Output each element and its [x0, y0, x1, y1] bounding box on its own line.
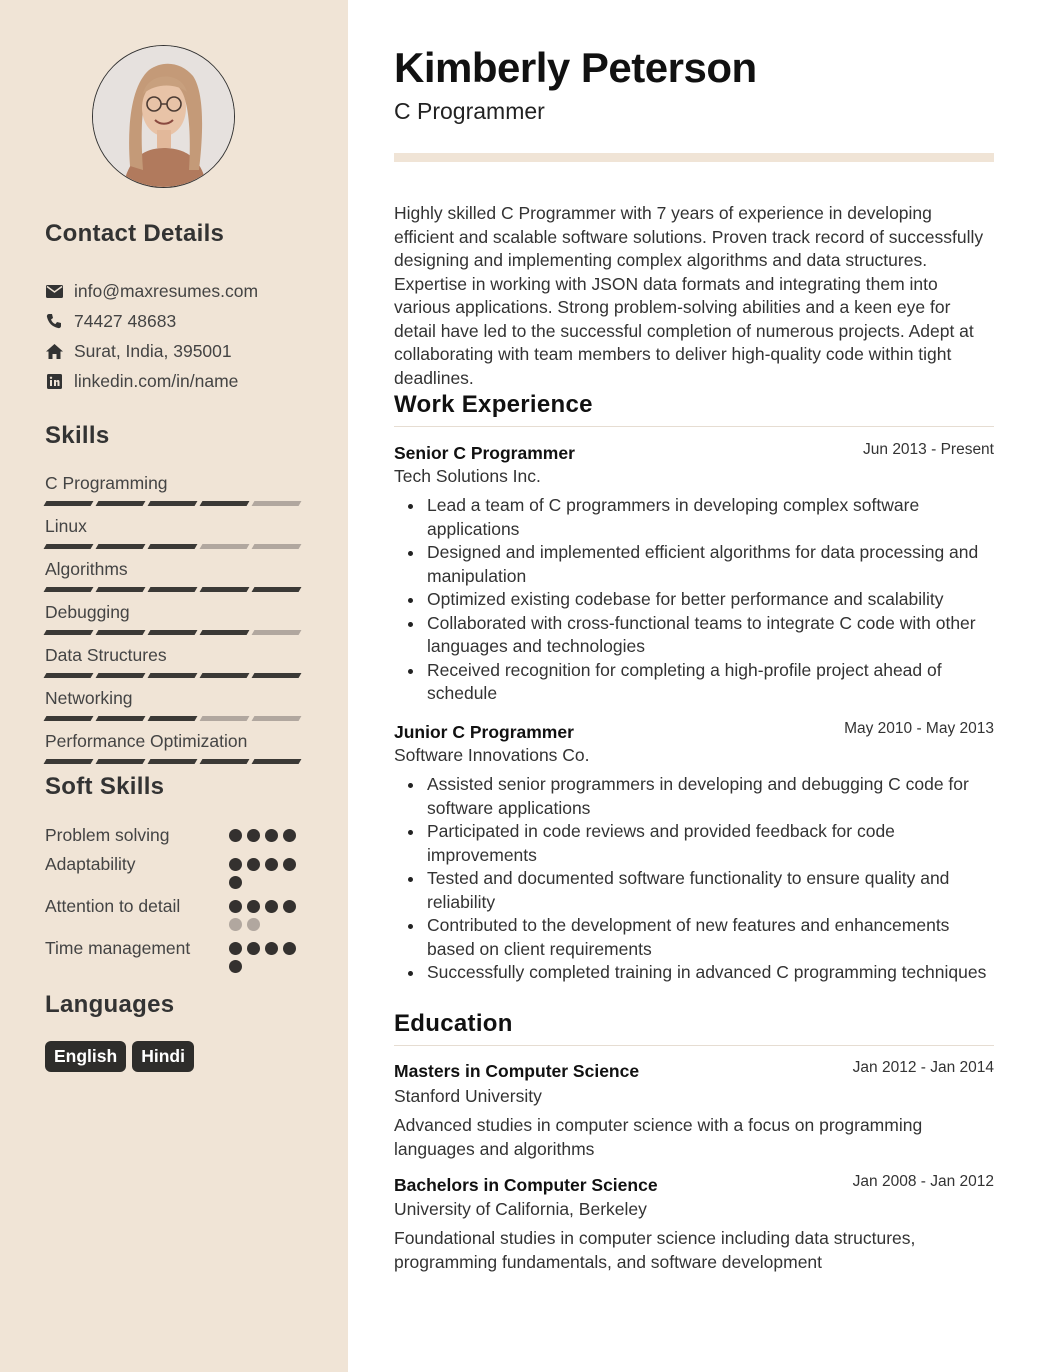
skill-level-segment [252, 501, 302, 506]
job-title: Junior C Programmer [394, 722, 574, 742]
job-bullet: Collaborated with cross-functional teams to integrate C code with other languages and technologies [394, 612, 994, 659]
skill-name: Algorithms [45, 559, 128, 579]
skill-item [45, 687, 305, 730]
job-bullet: Participated in code reviews and provided feedback for code improvements [394, 820, 994, 867]
skill-level-segment [96, 544, 146, 549]
job-bullet: Received recognition for completing a high-profile project ahead of schedule [394, 659, 994, 706]
skill-level-segment [148, 673, 198, 678]
job-bullet: Optimized existing codebase for better performance and scalability [394, 588, 994, 612]
rating-dot [283, 942, 296, 955]
skill-level-segment [148, 716, 198, 721]
phone-icon [45, 312, 63, 330]
skill-level-segment [252, 673, 302, 678]
degree-title: Masters in Computer Science [394, 1061, 640, 1081]
rating-dot [247, 858, 260, 871]
linkedin-icon [45, 372, 63, 390]
header-divider [394, 153, 994, 162]
contact-linkedin[interactable] [45, 366, 335, 396]
job-title: Senior C Programmer [394, 443, 575, 463]
skill-name: Debugging [45, 602, 130, 622]
skill-level-segment [148, 587, 198, 592]
rating-dot [229, 829, 242, 842]
skill-level-segment [148, 544, 198, 549]
skill-level-segment [44, 630, 94, 635]
skill-level-segment [252, 759, 302, 764]
profile-summary: Highly skilled C Programmer with 7 years of experience in developing efficient and scalable software solutions. Proven track record of successfully designing and implementing complex algorithms and data structures. Expertise in working with JSON data formats and integrating them into various applications. Strong problem-solving abilities and a keen eye for detail have led to the successful completion of numerous projects. Adept at collaborating with team members to deliver high-quality code within tight deadlines. [394, 203, 984, 388]
skill-level-segment [148, 759, 198, 764]
skill-level-segment [96, 759, 146, 764]
soft-skill-dots [229, 829, 305, 847]
degree-description: Foundational studies in computer science including data structures, programming fundamentals, and software development [394, 1228, 916, 1272]
soft-skill-dots [229, 858, 305, 889]
rating-dot [283, 829, 296, 842]
education-heading: Education [394, 1010, 513, 1037]
rating-dot [247, 942, 260, 955]
skill-level-segment [96, 587, 146, 592]
skill-level-bar [45, 544, 300, 549]
work-experience-heading: Work Experience [394, 391, 593, 418]
rating-dot [283, 858, 296, 871]
skill-level-segment [44, 587, 94, 592]
soft-skill-dots [229, 900, 305, 931]
contact-phone-text: 74427 48683 [74, 310, 177, 331]
home-icon [45, 342, 63, 360]
skill-item [45, 730, 305, 773]
job-dates: Jun 2013 - Present [863, 441, 994, 458]
languages-heading: Languages [45, 991, 175, 1018]
school-name: Stanford University [394, 1086, 542, 1106]
contact-linkedin-text: linkedin.com/in/name [74, 370, 239, 391]
job-dates: May 2010 - May 2013 [844, 720, 994, 737]
skill-level-segment [44, 716, 94, 721]
contact-address-text: Surat, India, 395001 [74, 340, 232, 361]
skill-item [45, 601, 305, 644]
skill-level-segment [200, 501, 250, 506]
soft-skill-item [45, 937, 305, 973]
skill-level-segment [200, 587, 250, 592]
skill-level-segment [200, 630, 250, 635]
rating-dot [247, 918, 260, 931]
skill-level-segment [44, 501, 94, 506]
job-company: Software Innovations Co. [394, 745, 590, 765]
soft-skill-item [45, 824, 305, 847]
soft-skill-name: Adaptability [45, 854, 136, 874]
soft-skill-item [45, 853, 305, 889]
skill-level-bar [45, 587, 300, 592]
degree-dates: Jan 2008 - Jan 2012 [852, 1173, 994, 1190]
language-pill: English [45, 1041, 126, 1072]
languages-list [45, 1041, 194, 1072]
skill-level-bar [45, 501, 300, 506]
skill-level-segment [96, 716, 146, 721]
envelope-icon [45, 282, 63, 300]
job-bullet: Lead a team of C programmers in developing complex software applications [394, 494, 994, 541]
skill-level-bar [45, 716, 300, 721]
job-bullet: Successfully completed training in advanced C programming techniques [394, 961, 994, 985]
rating-dot [265, 829, 278, 842]
skill-level-segment [200, 716, 250, 721]
rating-dot [265, 858, 278, 871]
soft-skills-heading: Soft Skills [45, 773, 165, 800]
profile-photo [92, 45, 235, 188]
degree-title: Bachelors in Computer Science [394, 1175, 658, 1195]
candidate-role: C Programmer [394, 98, 545, 124]
skills-heading: Skills [45, 422, 110, 449]
soft-skill-name: Time management [45, 938, 191, 958]
skill-level-segment [96, 501, 146, 506]
skill-level-segment [44, 759, 94, 764]
skills-list [45, 472, 305, 773]
skill-item [45, 515, 305, 558]
job-bullet: Tested and documented software functionality to ensure quality and reliability [394, 867, 994, 914]
skill-level-segment [96, 673, 146, 678]
soft-skill-item [45, 895, 305, 931]
skill-level-segment [96, 630, 146, 635]
skill-name: Networking [45, 688, 133, 708]
rating-dot [229, 918, 242, 931]
job-bullets [394, 494, 994, 706]
soft-skill-name: Problem solving [45, 825, 170, 845]
skill-name: Performance Optimization [45, 731, 248, 751]
contact-heading: Contact Details [45, 220, 225, 247]
job-bullet: Contributed to the development of new features and enhancements based on client requirements [394, 914, 994, 961]
degree-dates: Jan 2012 - Jan 2014 [852, 1059, 994, 1076]
job-bullet: Designed and implemented efficient algorithms for data processing and manipulation [394, 541, 994, 588]
skill-level-segment [252, 716, 302, 721]
language-pill: Hindi [132, 1041, 194, 1072]
skill-level-segment [200, 544, 250, 549]
soft-skill-dots [229, 942, 305, 973]
job-company: Tech Solutions Inc. [394, 466, 541, 486]
rating-dot [265, 942, 278, 955]
contact-email-text: info@maxresumes.com [74, 280, 259, 301]
skill-level-segment [148, 501, 198, 506]
skill-item [45, 558, 305, 601]
skill-level-segment [44, 544, 94, 549]
rating-dot [229, 858, 242, 871]
skill-level-segment [148, 630, 198, 635]
skill-item [45, 472, 305, 515]
skill-item [45, 644, 305, 687]
skill-level-bar [45, 630, 300, 635]
sidebar [0, 0, 348, 1372]
contact-phone[interactable] [45, 306, 335, 336]
section-divider [394, 426, 994, 427]
skill-level-segment [252, 630, 302, 635]
job-bullets [394, 773, 994, 985]
rating-dot [229, 960, 242, 973]
contact-address [45, 336, 335, 366]
rating-dot [247, 829, 260, 842]
skill-name: Data Structures [45, 645, 167, 665]
rating-dot [229, 942, 242, 955]
rating-dot [247, 900, 260, 913]
contact-list [45, 276, 335, 396]
skill-name: C Programming [45, 473, 168, 493]
job-bullet: Assisted senior programmers in developing and debugging C code for software applications [394, 773, 994, 820]
rating-dot [229, 900, 242, 913]
soft-skills-list [45, 824, 305, 979]
degree-description: Advanced studies in computer science with a focus on programming languages and algorithms [394, 1115, 923, 1159]
skill-level-segment [200, 673, 250, 678]
school-name: University of California, Berkeley [394, 1199, 647, 1219]
rating-dot [283, 900, 296, 913]
skill-level-bar [45, 673, 300, 678]
skill-level-segment [252, 587, 302, 592]
soft-skill-name: Attention to detail [45, 896, 181, 916]
rating-dot [229, 876, 242, 889]
skill-level-segment [44, 673, 94, 678]
skill-level-segment [252, 544, 302, 549]
skill-name: Linux [45, 516, 87, 536]
skill-level-bar [45, 759, 300, 764]
section-divider [394, 1045, 994, 1046]
contact-email[interactable] [45, 276, 335, 306]
candidate-name: Kimberly Peterson [394, 44, 757, 91]
skill-level-segment [200, 759, 250, 764]
rating-dot [265, 900, 278, 913]
